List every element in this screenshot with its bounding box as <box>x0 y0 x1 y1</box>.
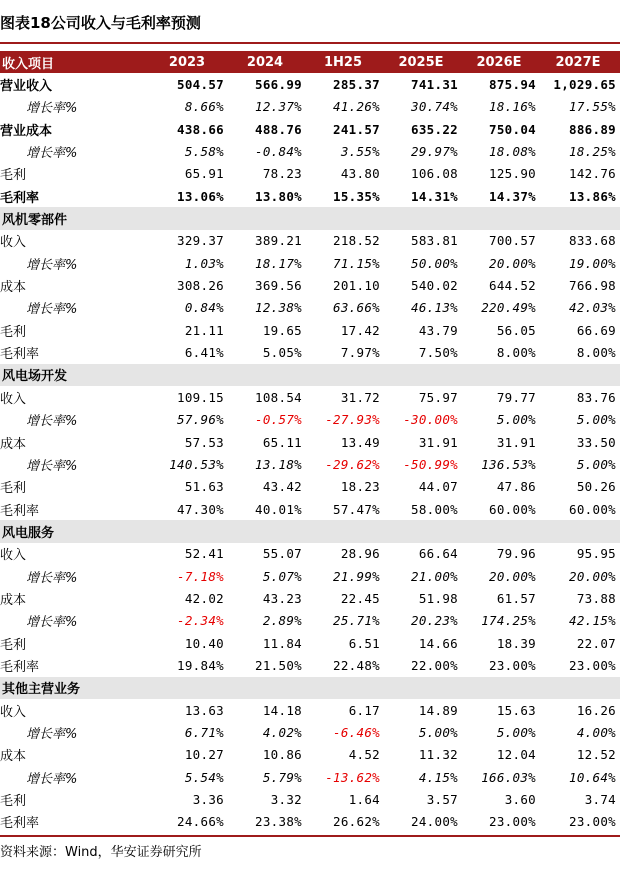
value-cell: 65.91 <box>184 166 224 182</box>
value-cell: 5.79% <box>262 769 302 785</box>
value-cell: 12.37% <box>255 99 302 115</box>
value-cell: 3.55% <box>340 144 380 160</box>
growth-row <box>0 565 620 587</box>
value-cell: 438.66 <box>177 121 224 137</box>
value-cell: 57.53 <box>184 434 224 450</box>
row-label: 毛利率 <box>0 503 40 519</box>
row-label: 增长率% <box>26 414 78 430</box>
value-cell: 11.32 <box>418 747 458 763</box>
value-cell: 13.80% <box>255 188 302 204</box>
value-cell: 23.38% <box>255 814 302 830</box>
value-cell: 741.31 <box>411 77 458 93</box>
row-label: 收入 <box>0 704 27 720</box>
value-cell: 22.45 <box>340 590 380 606</box>
row-label: 增长率% <box>26 726 78 742</box>
value-cell: 30.74% <box>411 99 458 115</box>
value-cell: 583.81 <box>411 233 458 249</box>
value-cell: 875.94 <box>489 77 536 93</box>
value-cell: 1.64 <box>348 792 380 808</box>
row-label: 增长率% <box>26 458 78 474</box>
section-row <box>0 520 620 542</box>
value-cell: 47.30% <box>177 501 224 517</box>
row-label: 营业成本 <box>0 123 53 139</box>
row-label: 收入 <box>0 548 27 564</box>
table-row <box>0 163 620 185</box>
value-cell: 389.21 <box>255 233 302 249</box>
value-cell: 56.05 <box>496 322 536 338</box>
header-cell: 1H25 <box>306 51 384 73</box>
header-cell: 2024 <box>228 51 306 73</box>
value-cell: 19.65 <box>262 322 302 338</box>
table-row <box>0 230 620 252</box>
value-cell: 21.99% <box>333 568 380 584</box>
growth-row <box>0 297 620 319</box>
value-cell: 23.00% <box>489 657 536 673</box>
value-cell: 29.97% <box>411 144 458 160</box>
value-cell: 3.36 <box>192 792 224 808</box>
row-label: 收入 <box>0 391 27 407</box>
value-cell: 218.52 <box>333 233 380 249</box>
value-cell: 566.99 <box>255 77 302 93</box>
value-cell: 136.53% <box>481 456 536 472</box>
value-cell: 18.39 <box>496 635 536 651</box>
value-cell: 20.00% <box>569 568 616 584</box>
row-label: 增长率% <box>26 146 78 162</box>
value-cell: 95.95 <box>576 546 616 562</box>
value-cell: 66.64 <box>418 546 458 562</box>
value-cell: 6.51 <box>348 635 380 651</box>
value-cell: 329.37 <box>177 233 224 249</box>
value-cell: 42.15% <box>569 613 616 629</box>
value-cell: 17.55% <box>569 99 616 115</box>
row-label: 毛利率 <box>0 659 40 675</box>
value-cell: 43.80 <box>340 166 380 182</box>
value-cell: 140.53% <box>169 456 224 472</box>
header-cell: 收入项目 <box>0 51 150 73</box>
value-cell: 18.25% <box>569 144 616 160</box>
value-cell: 22.00% <box>411 657 458 673</box>
value-cell: 24.00% <box>411 814 458 830</box>
value-cell: 51.98 <box>418 590 458 606</box>
value-cell: 52.41 <box>184 546 224 562</box>
value-cell: 11.84 <box>262 635 302 651</box>
row-label: 毛利率 <box>0 190 40 206</box>
value-cell: 12.04 <box>496 747 536 763</box>
value-cell: 66.69 <box>576 322 616 338</box>
value-cell: 42.03% <box>569 300 616 316</box>
value-cell: 20.23% <box>411 613 458 629</box>
table-row <box>0 744 620 766</box>
value-cell: 308.26 <box>177 278 224 294</box>
row-label: 毛利 <box>0 481 27 497</box>
value-cell: 10.86 <box>262 747 302 763</box>
value-cell: 33.50 <box>576 434 616 450</box>
value-cell: 700.57 <box>489 233 536 249</box>
value-cell: 51.63 <box>184 479 224 495</box>
value-cell: 5.58% <box>184 144 224 160</box>
value-cell: 3.74 <box>584 792 616 808</box>
value-cell: 15.35% <box>333 188 380 204</box>
value-cell: 60.00% <box>489 501 536 517</box>
value-cell: 5.00% <box>576 456 616 472</box>
value-cell: 31.91 <box>496 434 536 450</box>
row-label: 毛利率 <box>0 816 40 832</box>
table-row <box>0 654 620 676</box>
value-cell: 5.05% <box>262 345 302 361</box>
value-cell: 201.10 <box>333 278 380 294</box>
value-cell: 109.15 <box>177 389 224 405</box>
value-cell: 18.23 <box>340 479 380 495</box>
value-cell: 10.64% <box>569 769 616 785</box>
value-cell: 78.23 <box>262 166 302 182</box>
value-cell: 635.22 <box>411 121 458 137</box>
value-cell: 6.41% <box>184 345 224 361</box>
value-cell: 18.08% <box>489 144 536 160</box>
value-cell: -7.18% <box>177 568 224 584</box>
table-row <box>0 274 620 296</box>
figure-title: 图表18公司收入与毛利率预测 <box>0 14 201 32</box>
value-cell: -29.62% <box>325 456 380 472</box>
value-cell: 21.00% <box>411 568 458 584</box>
value-cell: 28.96 <box>340 546 380 562</box>
table-row <box>0 632 620 654</box>
value-cell: 125.90 <box>489 166 536 182</box>
value-cell: -6.46% <box>333 724 380 740</box>
value-cell: 10.40 <box>184 635 224 651</box>
value-cell: 46.13% <box>411 300 458 316</box>
source-note: 资料来源：Wind，华安证券研究所 <box>0 845 202 860</box>
table-row <box>0 699 620 721</box>
row-label: 成本 <box>0 749 27 765</box>
value-cell: 886.89 <box>569 121 616 137</box>
section-label: 风电场开发 <box>0 364 620 386</box>
value-cell: -50.99% <box>403 456 458 472</box>
value-cell: 43.42 <box>262 479 302 495</box>
value-cell: 57.47% <box>333 501 380 517</box>
value-cell: 5.00% <box>496 724 536 740</box>
table-row <box>0 543 620 565</box>
growth-row <box>0 96 620 118</box>
row-label: 收入 <box>0 235 27 251</box>
value-cell: 2.89% <box>262 613 302 629</box>
value-cell: 4.52 <box>348 747 380 763</box>
table-row <box>0 118 620 140</box>
value-cell: 13.06% <box>177 188 224 204</box>
value-cell: 540.02 <box>411 278 458 294</box>
value-cell: 25.71% <box>333 613 380 629</box>
value-cell: 63.66% <box>333 300 380 316</box>
value-cell: 644.52 <box>489 278 536 294</box>
growth-row <box>0 766 620 788</box>
value-cell: 14.37% <box>489 188 536 204</box>
value-cell: 241.57 <box>333 121 380 137</box>
value-cell: 5.00% <box>418 724 458 740</box>
growth-row <box>0 610 620 632</box>
table-row <box>0 788 620 810</box>
row-label: 毛利率 <box>0 347 40 363</box>
value-cell: 22.07 <box>576 635 616 651</box>
value-cell: 61.57 <box>496 590 536 606</box>
value-cell: 18.17% <box>255 255 302 271</box>
value-cell: 15.63 <box>496 702 536 718</box>
value-cell: 142.76 <box>569 166 616 182</box>
value-cell: 6.71% <box>184 724 224 740</box>
value-cell: 13.86% <box>569 188 616 204</box>
value-cell: 44.07 <box>418 479 458 495</box>
row-label: 毛利 <box>0 794 27 810</box>
value-cell: 40.01% <box>255 501 302 517</box>
value-cell: -2.34% <box>177 613 224 629</box>
value-cell: 7.97% <box>340 345 380 361</box>
growth-row <box>0 140 620 162</box>
row-label: 成本 <box>0 592 27 608</box>
table-row <box>0 476 620 498</box>
table-header-row <box>0 51 620 73</box>
value-cell: 833.68 <box>569 233 616 249</box>
value-cell: -30.00% <box>403 412 458 428</box>
row-label: 毛利 <box>0 637 27 653</box>
value-cell: 5.00% <box>576 412 616 428</box>
value-cell: 83.76 <box>576 389 616 405</box>
row-label: 增长率% <box>26 302 78 318</box>
value-cell: 12.52 <box>576 747 616 763</box>
table-row <box>0 185 620 207</box>
value-cell: 20.00% <box>489 255 536 271</box>
value-cell: 4.02% <box>262 724 302 740</box>
row-label: 营业收入 <box>0 79 53 95</box>
value-cell: -0.57% <box>255 412 302 428</box>
value-cell: 73.88 <box>576 590 616 606</box>
value-cell: 19.00% <box>569 255 616 271</box>
value-cell: 43.79 <box>418 322 458 338</box>
value-cell: 5.07% <box>262 568 302 584</box>
value-cell: 79.77 <box>496 389 536 405</box>
section-row <box>0 364 620 386</box>
value-cell: 31.72 <box>340 389 380 405</box>
value-cell: 21.50% <box>255 657 302 673</box>
table-row <box>0 431 620 453</box>
value-cell: 13.18% <box>255 456 302 472</box>
value-cell: 12.38% <box>255 300 302 316</box>
value-cell: 108.54 <box>255 389 302 405</box>
value-cell: 5.54% <box>184 769 224 785</box>
header-cell: 2025E <box>384 51 462 73</box>
value-cell: 75.97 <box>418 389 458 405</box>
value-cell: 0.84% <box>184 300 224 316</box>
section-label: 风电服务 <box>0 520 620 542</box>
table-row <box>0 73 620 95</box>
title-rule <box>0 42 620 44</box>
value-cell: 4.15% <box>418 769 458 785</box>
value-cell: 1.03% <box>184 255 224 271</box>
row-label: 增长率% <box>26 101 78 117</box>
row-label: 成本 <box>0 436 27 452</box>
value-cell: 50.26 <box>576 479 616 495</box>
value-cell: 285.37 <box>333 77 380 93</box>
value-cell: 71.15% <box>333 255 380 271</box>
value-cell: 10.27 <box>184 747 224 763</box>
value-cell: 57.96% <box>177 412 224 428</box>
header-cell: 2026E <box>462 51 540 73</box>
value-cell: 31.91 <box>418 434 458 450</box>
table-row <box>0 341 620 363</box>
section-label: 其他主营业务 <box>0 677 620 699</box>
value-cell: 3.60 <box>504 792 536 808</box>
value-cell: 488.76 <box>255 121 302 137</box>
value-cell: 23.00% <box>569 814 616 830</box>
value-cell: 19.84% <box>177 657 224 673</box>
value-cell: 13.49 <box>340 434 380 450</box>
value-cell: 8.66% <box>184 99 224 115</box>
value-cell: 58.00% <box>411 501 458 517</box>
row-label: 毛利 <box>0 324 27 340</box>
value-cell: 166.03% <box>481 769 536 785</box>
value-cell: 55.07 <box>262 546 302 562</box>
growth-row <box>0 721 620 743</box>
value-cell: 18.16% <box>489 99 536 115</box>
value-cell: 24.66% <box>177 814 224 830</box>
value-cell: 6.17 <box>348 702 380 718</box>
forecast-table <box>0 51 620 833</box>
value-cell: -13.62% <box>325 769 380 785</box>
row-label: 增长率% <box>26 257 78 273</box>
value-cell: 1,029.65 <box>553 77 616 93</box>
table-row <box>0 587 620 609</box>
value-cell: 22.48% <box>333 657 380 673</box>
table-row <box>0 386 620 408</box>
value-cell: 41.26% <box>333 99 380 115</box>
growth-row <box>0 409 620 431</box>
value-cell: 8.00% <box>496 345 536 361</box>
section-label: 风机零部件 <box>0 207 620 229</box>
section-row <box>0 677 620 699</box>
section-row <box>0 207 620 229</box>
value-cell: 106.08 <box>411 166 458 182</box>
bottom-rule <box>0 835 620 837</box>
row-label: 增长率% <box>26 615 78 631</box>
value-cell: 220.49% <box>481 300 536 316</box>
value-cell: 21.11 <box>184 322 224 338</box>
value-cell: 26.62% <box>333 814 380 830</box>
row-label: 增长率% <box>26 771 78 787</box>
value-cell: 14.89 <box>418 702 458 718</box>
value-cell: 20.00% <box>489 568 536 584</box>
value-cell: 42.02 <box>184 590 224 606</box>
growth-row <box>0 453 620 475</box>
value-cell: 5.00% <box>496 412 536 428</box>
value-cell: 17.42 <box>340 322 380 338</box>
row-label: 成本 <box>0 280 27 296</box>
value-cell: 47.86 <box>496 479 536 495</box>
value-cell: 3.32 <box>270 792 302 808</box>
value-cell: 14.18 <box>262 702 302 718</box>
value-cell: 7.50% <box>418 345 458 361</box>
value-cell: -27.93% <box>325 412 380 428</box>
value-cell: 14.31% <box>411 188 458 204</box>
value-cell: 50.00% <box>411 255 458 271</box>
header-cell: 2027E <box>540 51 620 73</box>
row-label: 毛利 <box>0 168 27 184</box>
value-cell: 60.00% <box>569 501 616 517</box>
value-cell: 23.00% <box>489 814 536 830</box>
value-cell: 13.63 <box>184 702 224 718</box>
value-cell: 79.96 <box>496 546 536 562</box>
table-row <box>0 319 620 341</box>
table-body <box>0 73 620 833</box>
row-label: 增长率% <box>26 570 78 586</box>
value-cell: 750.04 <box>489 121 536 137</box>
value-cell: 4.00% <box>576 724 616 740</box>
header-cell: 2023 <box>150 51 228 73</box>
value-cell: 65.11 <box>262 434 302 450</box>
value-cell: 504.57 <box>177 77 224 93</box>
value-cell: 14.66 <box>418 635 458 651</box>
growth-row <box>0 252 620 274</box>
value-cell: 43.23 <box>262 590 302 606</box>
value-cell: 16.26 <box>576 702 616 718</box>
value-cell: 8.00% <box>576 345 616 361</box>
value-cell: -0.84% <box>255 144 302 160</box>
value-cell: 3.57 <box>426 792 458 808</box>
value-cell: 23.00% <box>569 657 616 673</box>
value-cell: 174.25% <box>481 613 536 629</box>
table-row <box>0 498 620 520</box>
table-row <box>0 811 620 833</box>
value-cell: 766.98 <box>569 278 616 294</box>
value-cell: 369.56 <box>255 278 302 294</box>
